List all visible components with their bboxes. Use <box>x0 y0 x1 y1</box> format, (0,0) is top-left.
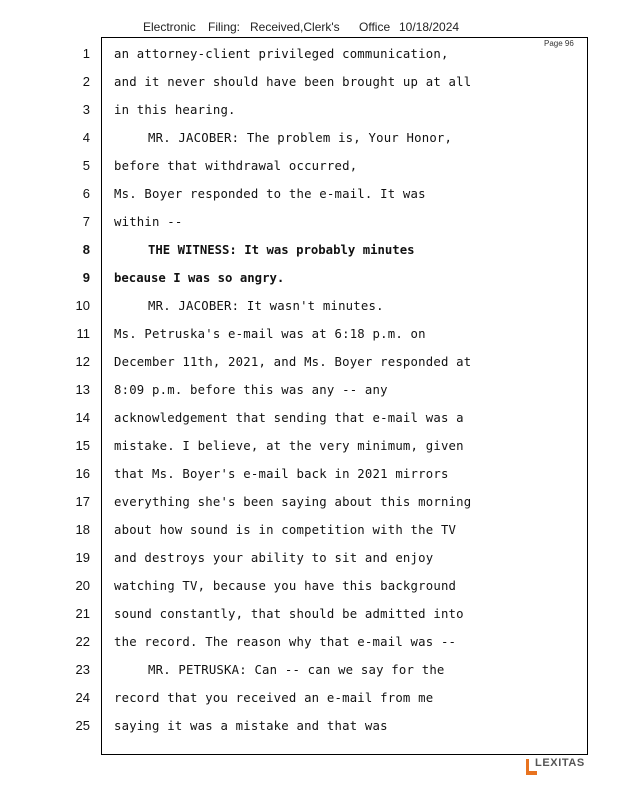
transcript-line <box>0 124 618 152</box>
line-text: everything she's been saying about this morning <box>114 495 472 509</box>
line-text: 8:09 p.m. before this was any -- any <box>114 383 388 397</box>
transcript-line <box>0 404 618 432</box>
line-text: before that withdrawal occurred, <box>114 159 358 173</box>
line-number: 21 <box>75 606 90 621</box>
transcript-line <box>0 712 618 740</box>
lexitas-logo-text: LEXITAS <box>535 757 585 769</box>
transcript-line <box>0 628 618 656</box>
line-number: 7 <box>82 214 90 229</box>
line-text: Ms. Petruska's e-mail was at 6:18 p.m. on <box>114 327 426 341</box>
line-text: watching TV, because you have this background <box>114 579 457 593</box>
line-number: 15 <box>75 438 90 453</box>
transcript-line <box>0 348 618 376</box>
line-text: MR. PETRUSKA: Can -- can we say for the <box>148 663 445 677</box>
line-number: 16 <box>75 466 90 481</box>
transcript-line <box>0 432 618 460</box>
line-text: Ms. Boyer responded to the e-mail. It was <box>114 187 426 201</box>
transcript-line <box>0 460 618 488</box>
line-number: 14 <box>75 410 90 425</box>
line-number: 6 <box>82 186 90 201</box>
line-text: an attorney-client privileged communication, <box>114 47 449 61</box>
line-number: 20 <box>75 578 90 593</box>
line-number: 12 <box>75 354 90 369</box>
line-number: 25 <box>75 718 90 733</box>
line-text: saying it was a mistake and that was <box>114 719 388 733</box>
transcript-line <box>0 292 618 320</box>
transcript-line <box>0 656 618 684</box>
line-text: about how sound is in competition with the TV <box>114 523 457 537</box>
transcript-line <box>0 376 618 404</box>
transcript-line <box>0 68 618 96</box>
transcript-line <box>0 96 618 124</box>
transcript-line <box>0 40 618 68</box>
line-text: MR. JACOBER: It wasn't minutes. <box>148 299 384 313</box>
line-number: 9 <box>82 270 90 285</box>
line-text: because I was so angry. <box>114 271 285 285</box>
line-number: 22 <box>75 634 90 649</box>
line-number: 18 <box>75 522 90 537</box>
filing-stamp-part: Office <box>359 20 391 34</box>
filing-stamp-header <box>0 20 618 36</box>
transcript-line <box>0 236 618 264</box>
line-text: THE WITNESS: It was probably minutes <box>148 243 415 257</box>
line-number: 5 <box>82 158 90 173</box>
line-text: MR. JACOBER: The problem is, Your Honor, <box>148 131 453 145</box>
transcript-line <box>0 264 618 292</box>
line-number: 24 <box>75 690 90 705</box>
transcript-line <box>0 320 618 348</box>
line-number: 8 <box>82 242 90 257</box>
line-text: mistake. I believe, at the very minimum, given <box>114 439 464 453</box>
line-text: record that you received an e-mail from me <box>114 691 434 705</box>
line-text: in this hearing. <box>114 103 236 117</box>
line-text: that Ms. Boyer's e-mail back in 2021 mirrors <box>114 467 449 481</box>
line-number: 10 <box>75 298 90 313</box>
page-number: Page 96 <box>544 39 574 48</box>
transcript-line <box>0 152 618 180</box>
line-number: 3 <box>82 102 90 117</box>
line-text: the record. The reason why that e-mail was -- <box>114 635 457 649</box>
transcript-line <box>0 572 618 600</box>
line-number: 1 <box>82 46 90 61</box>
line-number: 19 <box>75 550 90 565</box>
line-number: 11 <box>76 326 90 341</box>
transcript-line <box>0 600 618 628</box>
line-text: within -- <box>114 215 183 229</box>
transcript-line <box>0 544 618 572</box>
transcript-line <box>0 488 618 516</box>
filing-stamp-part: Electronic <box>143 20 196 34</box>
transcript-line <box>0 180 618 208</box>
filing-stamp-part: Received,Clerk's <box>250 20 340 34</box>
line-number: 4 <box>82 130 90 145</box>
line-text: December 11th, 2021, and Ms. Boyer responded at <box>114 355 472 369</box>
line-text: and destroys your ability to sit and enjoy <box>114 551 434 565</box>
line-number: 17 <box>75 494 90 509</box>
line-text: sound constantly, that should be admitted into <box>114 607 464 621</box>
line-text: acknowledgement that sending that e-mail was a <box>114 411 464 425</box>
line-text: and it never should have been brought up at all <box>114 75 472 89</box>
line-number: 13 <box>75 382 90 397</box>
lexitas-logo <box>524 756 594 778</box>
transcript-line <box>0 516 618 544</box>
filing-stamp-date: 10/18/2024 <box>399 20 460 34</box>
transcript-line <box>0 684 618 712</box>
line-number: 23 <box>75 662 90 677</box>
filing-stamp-part: Filing: <box>208 20 241 34</box>
line-number: 2 <box>82 74 90 89</box>
transcript-line <box>0 208 618 236</box>
